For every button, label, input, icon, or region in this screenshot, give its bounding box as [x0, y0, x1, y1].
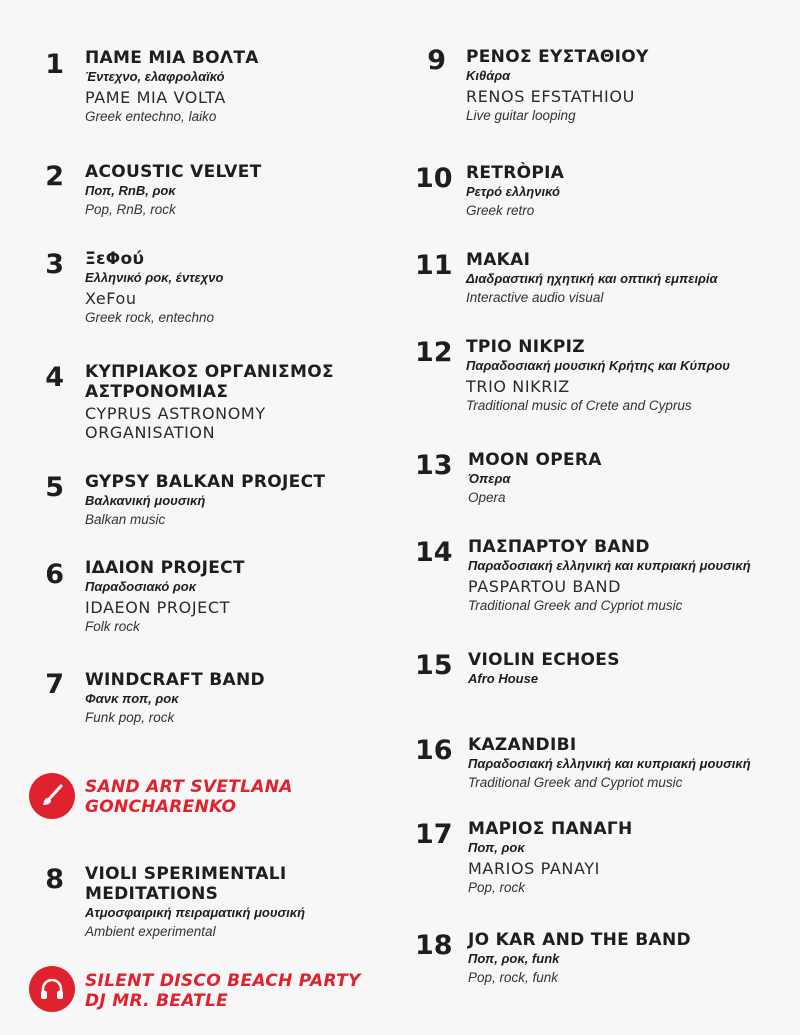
entry-genre-greek: Διαδραστική ηχητική και οπτική εμπειρία: [466, 271, 718, 286]
entry-name-latin-line-1: CYPRUS ASTRONOMY: [85, 404, 266, 423]
entry-name-latin: RENOS EFSTATHIOU: [466, 87, 635, 106]
entry-title: ΜΑΡΙΟΣ ΠΑΝΑΓΗ: [468, 819, 633, 839]
entry-genre-english: Traditional Greek and Cypriot music: [468, 775, 683, 790]
entry-title: WINDCRAFT BAND: [85, 670, 265, 690]
entry-name-latin: XeFou: [85, 289, 137, 308]
entry-genre-greek: Ποπ, RnB, ροκ: [85, 183, 176, 198]
entry-genre-greek: Παραδοσιακή ελληνική και κυπριακή μουσική: [468, 756, 751, 771]
entry-genre-english: Pop, RnB, rock: [85, 202, 176, 217]
entry-number: 1: [45, 49, 64, 80]
entry-name-latin: MARIOS PANAYI: [468, 859, 600, 878]
entry-title: JO KAR AND THE BAND: [468, 930, 691, 950]
entry-title-line-1: VIOLI SPERIMENTALI: [85, 864, 287, 884]
entry-genre-english: Pop, rock: [468, 880, 526, 895]
entry-genre-greek: Βαλκανική μουσική: [85, 493, 206, 508]
entry-name-latin-line-2: ORGANISATION: [85, 423, 216, 442]
entry-name-latin: PAME MIA VOLTA: [85, 88, 226, 107]
entry-genre-english: Greek rock, entechno: [85, 310, 215, 325]
entry-genre-english: Greek entechno, laiko: [85, 109, 217, 124]
entry-title: ΙΔΑΙΟΝ PROJECT: [85, 558, 245, 578]
entry-genre-english: Greek retro: [466, 203, 535, 218]
entry-genre-english: Pop, rock, funk: [468, 970, 559, 985]
entry-number: 11: [415, 250, 453, 281]
entry-name-latin: PASPARTOU BAND: [468, 577, 622, 596]
entry-genre-greek: Κιθάρα: [466, 68, 511, 83]
entry-genre-english: Funk pop, rock: [85, 710, 175, 725]
entry-genre-greek: Παραδοσιακή ελληνική και κυπριακή μουσική: [468, 558, 751, 573]
entry-title: ΡΕΝΟΣ ΕΥΣΤΑΘΙΟΥ: [466, 47, 649, 67]
entry-genre-english: Traditional music of Crete and Cyprus: [466, 398, 692, 413]
entry-genre-greek: Afro House: [468, 671, 539, 686]
entry-title: MOON OPERA: [468, 450, 602, 470]
entry-number: 17: [415, 819, 453, 850]
special-title-line-2: GONCHARENKO: [85, 797, 237, 817]
entry-genre-greek: Ποπ, ροκ: [468, 840, 525, 855]
entry-number: 14: [415, 537, 453, 568]
paintbrush-icon: [29, 773, 75, 819]
entry-number: 8: [45, 864, 64, 895]
entry-title: KAZANDIBI: [468, 735, 577, 755]
entry-title: ΤΡΙΟ ΝΙΚΡΙΖ: [466, 337, 585, 357]
entry-title-line-2: MEDITATIONS: [85, 884, 219, 904]
entry-number: 2: [45, 161, 64, 192]
entry-genre-greek: Ρετρό ελληνικό: [466, 184, 560, 199]
entry-genre-greek: Φανκ ποπ, ροκ: [85, 691, 179, 706]
entry-title: RETRÒPIA: [466, 163, 565, 183]
special-title-line-2: DJ MR. BEATLE: [85, 991, 229, 1011]
entry-genre-english: Folk rock: [85, 619, 140, 634]
entry-number: 7: [45, 669, 64, 700]
entry-number: 10: [415, 163, 453, 194]
headphones-icon: [29, 966, 75, 1012]
entry-genre-greek: Παραδοσιακό ροκ: [85, 579, 197, 594]
entry-title-line-2: ΑΣΤΡΟΝΟΜΙΑΣ: [85, 382, 229, 402]
entry-genre-greek: Ποπ, ροκ, funk: [468, 951, 560, 966]
entry-title: ΠΑΣΠΑΡΤΟΥ BAND: [468, 537, 650, 557]
entry-genre-greek: Έντεχνο, ελαφρολαϊκό: [85, 69, 225, 84]
special-title-line-1: SAND ART SVETLANA: [85, 777, 293, 797]
entry-title: ACOUSTIC VELVET: [85, 162, 262, 182]
entry-number: 5: [45, 472, 64, 503]
entry-number: 4: [45, 362, 64, 393]
entry-genre-english: Live guitar looping: [466, 108, 576, 123]
special-title-line-1: SILENT DISCO BEACH PARTY: [85, 971, 361, 991]
entry-number: 18: [415, 930, 453, 961]
entry-number: 12: [415, 337, 453, 368]
entry-title: VIOLIN ECHOES: [468, 650, 620, 670]
entry-name-latin: IDAEON PROJECT: [85, 598, 230, 617]
entry-number: 9: [427, 45, 446, 76]
entry-genre-greek: Παραδοσιακή μουσική Κρήτης και Κύπρου: [466, 358, 730, 373]
entry-number: 6: [45, 559, 64, 590]
entry-genre-greek: Ελληνικό ροκ, έντεχνο: [85, 270, 224, 285]
entry-number: 3: [45, 249, 64, 280]
entry-genre-english: Traditional Greek and Cypriot music: [468, 598, 683, 613]
entry-genre-greek: Όπερα: [468, 471, 511, 486]
entry-number: 15: [415, 650, 453, 681]
entry-number: 16: [415, 735, 453, 766]
entry-genre-greek: Ατμοσφαιρική πειραματική μουσική: [85, 905, 306, 920]
entry-title: ΞεΦού: [85, 249, 145, 269]
entry-genre-english: Ambient experimental: [85, 924, 216, 939]
entry-name-latin: TRIO NIKRIZ: [466, 377, 570, 396]
entry-title: ΠΑΜΕ ΜΙΑ ΒΟΛΤΑ: [85, 48, 259, 68]
entry-title: ΜΑΚΑΙ: [466, 250, 531, 270]
entry-title-line-1: ΚΥΠΡΙΑΚΟΣ ΟΡΓΑΝΙΣΜΟΣ: [85, 362, 334, 382]
entry-number: 13: [415, 450, 453, 481]
entry-genre-english: Opera: [468, 490, 506, 505]
entry-title: GYPSY BALKAN PROJECT: [85, 472, 326, 492]
entry-genre-english: Interactive audio visual: [466, 290, 604, 305]
entry-genre-english: Balkan music: [85, 512, 166, 527]
